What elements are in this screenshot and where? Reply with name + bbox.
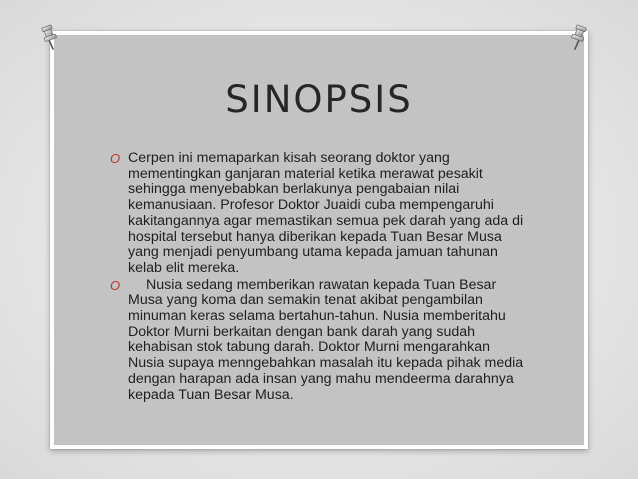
bullet-marker: O bbox=[110, 151, 121, 166]
pushpin-icon bbox=[36, 24, 62, 50]
pushpin-icon bbox=[566, 24, 592, 50]
bullet-text: Cerpen ini memaparkan kisah seorang doktor yang mementingkan ganjaran material ketika merawat pesakit sehingga menyebabkan berlakunya pengabaian nilai kemanusiaan. Profesor Doktor Juaidi cuba mempengaruhi kakitangannya agar memastikan semua pek darah yang ada di hospital tersebut hanya diberikan kepada Tuan Besar Musa yang menjadi penyumbang utama kepada jamuan tahunan kelab elit mereka. bbox=[128, 150, 524, 276]
list-item bbox=[110, 151, 530, 277]
slide-title: SINOPSIS bbox=[225, 78, 413, 121]
bullet-marker: O bbox=[110, 277, 121, 293]
bullet-text: Nusia sedang memberikan rawatan kepada Tuan Besar Musa yang koma dan semakin tenat akibat pengambilan minuman keras selama bertahun-tahun. Nusia memberitahu Doktor Murni berkaitan dengan bank darah yang sudah kehabisan stok tabung darah. Doktor Murni mengarahkan Nusia supaya menngebahkan masalah itu kepada pihak media dengan harapan ada insan yang mahu mendeerma darahnya kepada Tuan Besar Musa. bbox=[128, 276, 524, 403]
list-item bbox=[110, 278, 530, 404]
bullet-list bbox=[110, 151, 530, 403]
